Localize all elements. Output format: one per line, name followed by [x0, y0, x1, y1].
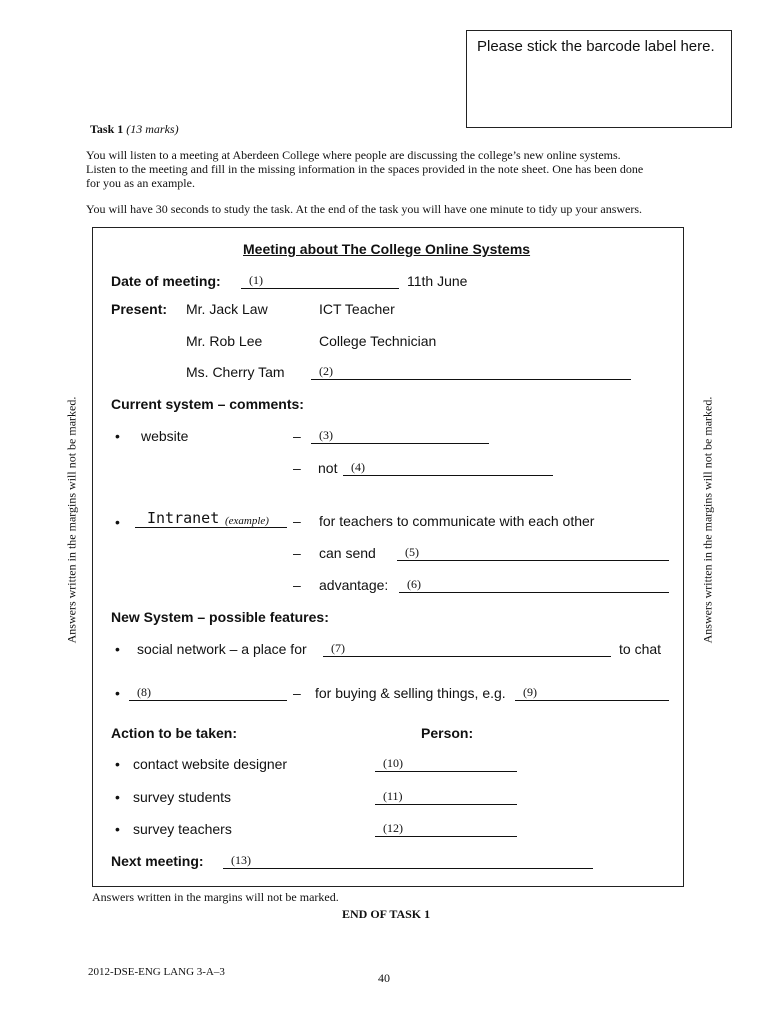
example-answer [135, 509, 287, 528]
answer-blank-10[interactable] [375, 757, 517, 772]
dash: – [293, 577, 301, 593]
task-heading [90, 122, 179, 137]
action-heading: Action to be taken: [111, 725, 238, 741]
answer-blank-12[interactable] [375, 822, 517, 837]
dash: – [293, 428, 301, 444]
current-system-heading: Current system – comments: [111, 396, 304, 412]
to-chat-label: to chat [619, 641, 662, 657]
note-sheet-title: Meeting about The College Online Systems [243, 241, 531, 257]
present-role-2: College Technician [319, 333, 437, 349]
answer-blank-11[interactable] [375, 790, 517, 805]
blank-number: (11) [383, 789, 403, 803]
bullet: • [115, 685, 120, 701]
intranet-example: Intranet [147, 509, 220, 527]
blank-number: (1) [249, 273, 263, 287]
blank-number: (13) [231, 853, 251, 867]
barcode-instruction: Please stick the barcode label here. [477, 38, 715, 55]
answer-blank-6[interactable] [399, 578, 669, 593]
date-label: Date of meeting: [111, 273, 221, 289]
page-number: 40 [378, 971, 390, 985]
website-label: website [141, 428, 189, 444]
blank-number: (3) [319, 428, 333, 442]
dash: – [293, 545, 301, 561]
intro-line-1: You will listen to a meeting at Aberdeen College where people are discussing the college’s new online systems. [86, 148, 621, 162]
blank-number: (7) [331, 641, 345, 655]
blank-number: (2) [319, 364, 333, 378]
barcode-label-box [466, 30, 732, 128]
answer-blank-4[interactable] [343, 461, 553, 476]
dash: – [293, 513, 301, 529]
answer-blank-8[interactable] [129, 686, 287, 701]
answer-blank-7[interactable] [323, 642, 611, 657]
next-meeting-label: Next meeting: [111, 853, 204, 869]
person-heading: Person: [421, 725, 474, 741]
answer-blank-3[interactable] [311, 429, 489, 444]
blank-number: (5) [405, 545, 419, 559]
dash: – [293, 460, 301, 476]
present-name-1: Mr. Jack Law [186, 301, 268, 317]
blank-number: (12) [383, 821, 403, 835]
end-of-task: END OF TASK 1 [342, 907, 431, 921]
dash: – [293, 685, 301, 701]
blank-number: (8) [137, 685, 151, 699]
advantage-label: advantage: [319, 577, 389, 593]
blank-number: (9) [523, 685, 537, 699]
answer-blank-5[interactable] [397, 546, 669, 561]
bullet: • [115, 641, 120, 657]
present-name-2: Mr. Rob Lee [186, 333, 263, 349]
footer-code: 2012-DSE-ENG LANG 3-A–3 [88, 966, 225, 978]
bullet: • [115, 428, 120, 444]
margin-note-right: Answers written in the margins will not be marked. [700, 396, 715, 644]
can-send-label: can send [319, 545, 376, 561]
bullet: • [115, 821, 120, 837]
answer-blank-9[interactable] [515, 686, 669, 701]
present-role-1: ICT Teacher [319, 301, 395, 317]
action-item-3: survey teachers [133, 821, 232, 837]
present-name-3: Ms. Cherry Tam [186, 364, 285, 380]
margin-note-left: Answers written in the margins will not be marked. [64, 396, 79, 644]
blank-number: (6) [407, 577, 421, 591]
task-marks: (13 marks) [126, 122, 179, 136]
action-item-1: contact website designer [133, 756, 288, 772]
not-label: not [318, 460, 338, 476]
time-note: You will have 30 seconds to study the task. At the end of the task you will have one minute to tidy up your answers. [86, 202, 643, 216]
answer-blank-13[interactable] [223, 854, 593, 869]
answer-blank-1[interactable] [241, 274, 399, 289]
task-title: Task 1 [90, 122, 124, 136]
buying-selling-label: for buying & selling things, e.g. [315, 685, 506, 701]
bullet: • [115, 789, 120, 805]
bullet: • [115, 514, 120, 530]
intro-line-2: Listen to the meeting and fill in the missing information in the spaces provided in the note sheet. One has been done [86, 162, 644, 176]
example-tag: (example) [225, 515, 269, 527]
date-value: 11th June [407, 273, 468, 289]
note-sheet [92, 227, 684, 887]
answer-blank-2[interactable] [311, 365, 631, 380]
new-system-heading: New System – possible features: [111, 609, 329, 625]
blank-number: (10) [383, 756, 403, 770]
action-item-2: survey students [133, 789, 232, 805]
blank-number: (4) [351, 460, 365, 474]
social-network-label: social network – a place for [137, 641, 307, 657]
intranet-desc: for teachers to communicate with each other [319, 513, 595, 529]
margin-note-bottom: Answers written in the margins will not be marked. [92, 890, 339, 904]
bullet: • [115, 756, 120, 772]
present-label: Present: [111, 301, 168, 317]
intro-line-3: for you as an example. [86, 176, 195, 190]
